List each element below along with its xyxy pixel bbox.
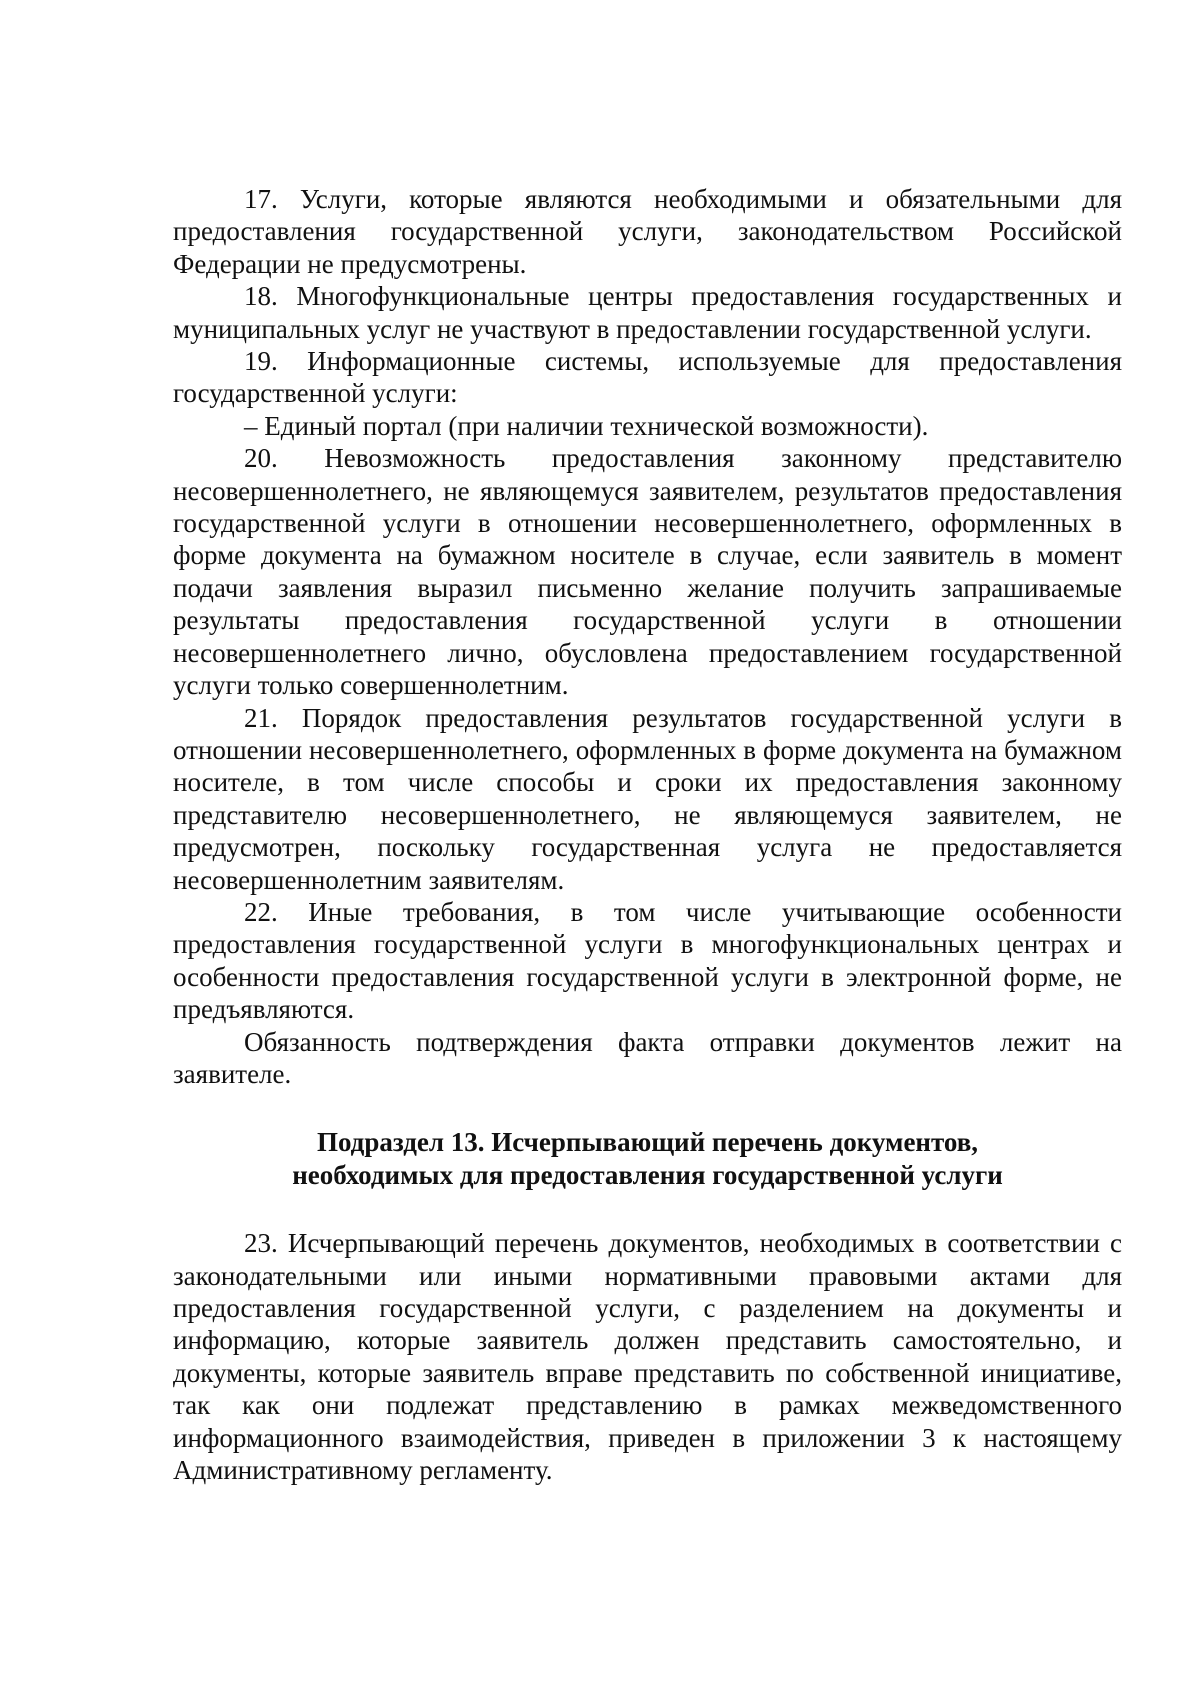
paragraph-21: 21. Порядок предоставления результатов государственной услуги в отношении несовершеннолетнего, оформленных в форме документа на бумажном носителе, в том числе способы и сроки их предоставления законному представителю несовершеннолетнего, не являющемуся заявителем, не предусмотрен, поскольку государственная услуга не предоставляется несовершеннолетним заявителям.: [173, 702, 1122, 895]
paragraph-22: 22. Иные требования, в том числе учитывающие особенности предоставления государственной услуги в многофункциональных центрах и особенности предоставления государственной услуги в электронной форме, не предъявляются.: [173, 896, 1122, 1025]
subsection-heading: [173, 1126, 1122, 1191]
subsection-heading-line-1: Подраздел 13. Исчерпывающий перечень документов,: [316, 1127, 979, 1158]
document-body: [173, 183, 1122, 1486]
subsection-heading-line-2: необходимых для предоставления государственной услуги: [292, 1159, 1003, 1190]
paragraph-19-item: – Единый портал (при наличии технической возможности).: [244, 410, 929, 441]
paragraph-22-note: Обязанность подтверждения факта отправки документов лежит на заявителе.: [173, 1026, 1122, 1089]
paragraph-19: 19. Информационные системы, используемые для предоставления государственной услуги:: [173, 346, 1122, 409]
paragraph-18: 18. Многофункциональные центры предоставления государственных и муниципальных услуг не участвуют в предоставлении государственной услуги.: [173, 281, 1122, 344]
paragraph-17: 17. Услуги, которые являются необходимыми и обязательными для предоставления государственной услуги, законодательством Российской Федерации не предусмотрены.: [173, 184, 1122, 279]
paragraph-23: 23. Исчерпывающий перечень документов, необходимых в соответствии с законодательными или иными нормативными правовыми актами для предоставления государственной услуги, с разделением на документы и информацию, которые заявитель должен представить самостоятельно, и документы, которые заявитель вправе представить по собственной инициативе, так как они подлежат представлению в рамках межведомственного информационного взаимодействия, приведен в приложении 3 к настоящему Административному регламенту.: [173, 1228, 1122, 1486]
paragraph-20: 20. Невозможность предоставления законному представителю несовершеннолетнего, не являющемуся заявителем, результатов предоставления государственной услуги в отношении несовершеннолетнего, оформленных в форме документа на бумажном носителе в случае, если заявитель в момент подачи заявления выразил письменно желание получить запрашиваемые результаты предоставления государственной услуги в отношении несовершеннолетнего лично, обусловлена предоставлением государственной услуги только совершеннолетним.: [173, 443, 1122, 701]
